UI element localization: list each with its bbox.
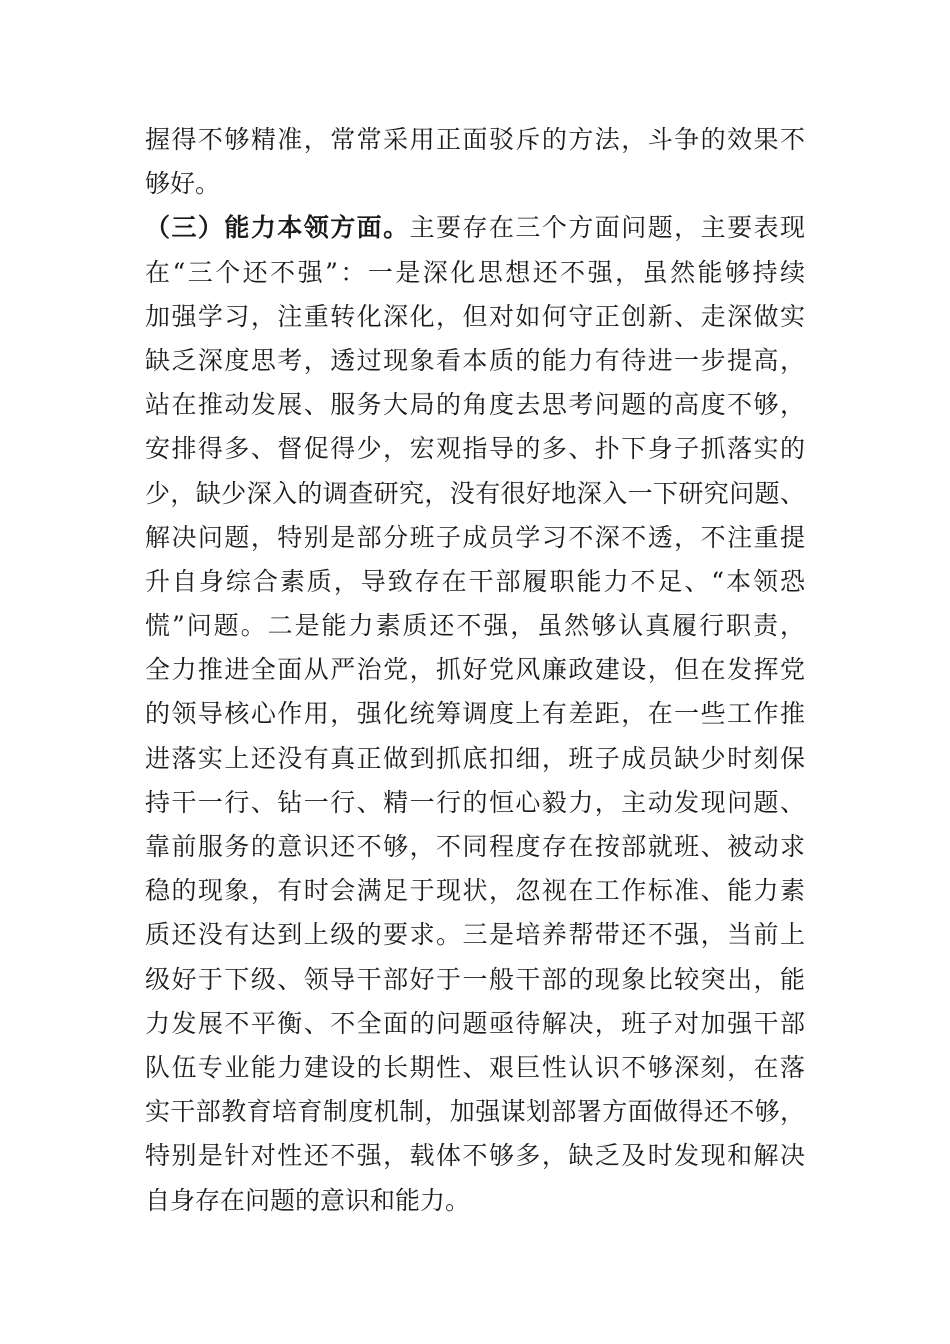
text-line	[145, 958, 805, 1002]
text-line	[145, 1179, 805, 1223]
section-heading: （三）能力本领方面。	[145, 213, 410, 243]
text-line	[145, 913, 805, 957]
text-line	[145, 692, 805, 736]
line-text: 全力推进全面从严治党，抓好党风廉政建设，但在发挥党	[145, 655, 805, 685]
text-line	[145, 206, 805, 250]
line-text: 力发展不平衡、不全面的问题亟待解决，班子对加强干部	[145, 1008, 805, 1038]
text-line	[145, 1046, 805, 1090]
text-line	[145, 1002, 805, 1046]
text-line	[145, 1134, 805, 1178]
line-text: 的领导核心作用，强化统筹调度上有差距，在一些工作推	[145, 699, 805, 729]
line-text: 升自身综合素质，导致存在干部履职能力不足、“本领恐	[145, 566, 805, 596]
line-text: 在“三个还不强”：一是深化思想还不强，虽然能够持续	[145, 257, 805, 287]
line-text: 缺乏深度思考，透过现象看本质的能力有待进一步提高，	[145, 345, 805, 375]
text-line	[145, 869, 805, 913]
line-text: 解决问题，特别是部分班子成员学习不深不透，不注重提	[145, 522, 805, 552]
text-line	[145, 1090, 805, 1134]
text-line	[145, 427, 805, 471]
line-text: 级好于下级、领导干部好于一般干部的现象比较突出，能	[145, 964, 805, 994]
text-line	[145, 383, 805, 427]
line-text: 加强学习，注重转化深化，但对如何守正创新、走深做实	[145, 301, 805, 331]
text-line	[145, 737, 805, 781]
line-text: 自身存在问题的意识和能力。	[145, 1185, 471, 1215]
text-line	[145, 560, 805, 604]
line-text: 站在推动发展、服务大局的角度去思考问题的高度不够，	[145, 390, 805, 420]
text-line	[145, 648, 805, 692]
text-line	[145, 118, 805, 162]
text-line	[145, 825, 805, 869]
line-text: 够好。	[145, 169, 221, 199]
line-text: 持干一行、钻一行、精一行的恒心毅力，主动发现问题、	[145, 787, 805, 817]
line-text: 少，缺少深入的调查研究，没有很好地深入一下研究问题、	[145, 478, 805, 508]
document-body	[145, 118, 805, 1223]
line-text: 安排得多、督促得少，宏观指导的多、扑下身子抓落实的	[145, 434, 805, 464]
line-text: 稳的现象，有时会满足于现状，忽视在工作标准、能力素	[145, 876, 805, 906]
text-line	[145, 516, 805, 560]
line-text: 队伍专业能力建设的长期性、艰巨性认识不够深刻，在落	[145, 1052, 805, 1082]
text-line	[145, 295, 805, 339]
text-line	[145, 162, 805, 206]
text-line	[145, 251, 805, 295]
line-text: 特别是针对性还不强，载体不够多，缺乏及时发现和解决	[145, 1141, 805, 1171]
line-text: 质还没有达到上级的要求。三是培养帮带还不强，当前上	[145, 920, 805, 950]
line-text: 握得不够精准，常常采用正面驳斥的方法，斗争的效果不	[145, 125, 805, 154]
text-line	[145, 604, 805, 648]
line-text: 慌”问题。二是能力素质还不强，虽然够认真履行职责，	[145, 611, 805, 641]
line-text: 靠前服务的意识还不够，不同程度存在按部就班、被动求	[145, 832, 805, 861]
text-line	[145, 339, 805, 383]
text-line	[145, 781, 805, 825]
text-line	[145, 472, 805, 516]
line-text: 实干部教育培育制度机制，加强谋划部署方面做得还不够，	[145, 1097, 805, 1127]
line-text: 主要存在三个方面问题，主要表现	[409, 213, 805, 243]
line-text: 进落实上还没有真正做到抓底扣细，班子成员缺少时刻保	[145, 743, 805, 773]
